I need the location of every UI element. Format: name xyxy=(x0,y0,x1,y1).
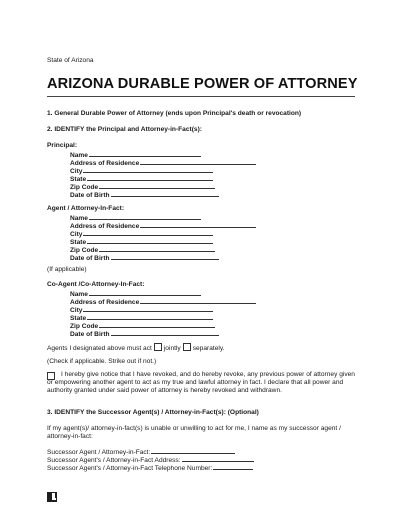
section-1-heading: 1. General Durable Power of Attorney (ends upon Principal's death or revocation) xyxy=(47,110,302,117)
blank-line xyxy=(99,245,215,252)
successor-paragraph: If my agent(s)/ attorney-in-fact(s) is unable or unwilling to act for me, I name as my successor agent / attorney-in-fact: xyxy=(47,425,341,441)
successor-phone-field[interactable]: Successor Agent's / Attorney-in-Fact Telephone Number: xyxy=(47,463,253,473)
separately-checkbox[interactable] xyxy=(183,343,191,351)
blank-line xyxy=(151,447,235,454)
blank-line xyxy=(140,221,256,228)
coagent-heading: Co-Agent /Co-Attorney-In-Fact: xyxy=(47,281,145,288)
blank-line xyxy=(87,313,213,320)
blank-line xyxy=(111,329,219,336)
revocation-text: I hereby give notice that I have revoked, and do hereby revoke, any previous power of attorney given or empowering another agent to act as my true and lawful attorney in fact. I declare that all power and authority granted under said power of attorney is hereby revoked and withdrawn. xyxy=(47,371,355,395)
blank-line xyxy=(111,190,219,197)
successor-name-field[interactable]: Successor Agent / Attorney-in-Fact: xyxy=(47,447,235,457)
agent-address-field[interactable]: Address of Residence xyxy=(70,221,256,231)
blank-line xyxy=(182,455,254,462)
blank-line xyxy=(99,321,215,328)
blank-line xyxy=(89,289,201,296)
blank-line xyxy=(213,463,253,470)
blank-line xyxy=(83,305,213,312)
principal-name-field[interactable]: Name xyxy=(70,150,201,160)
blank-line xyxy=(87,174,213,181)
blank-line xyxy=(111,253,219,260)
principal-city-field[interactable]: City xyxy=(70,166,213,176)
coagent-name-field[interactable]: Name xyxy=(70,289,201,299)
section-2-heading: 2. IDENTIFY the Principal and Attorney-in-Fact(s): xyxy=(47,126,202,133)
blank-line xyxy=(89,213,201,220)
successor-address-field[interactable]: Successor Agent's / Attorney-in-Fact Address: xyxy=(47,455,254,465)
principal-heading: Principal: xyxy=(47,142,78,149)
principal-address-field[interactable]: Address of Residence xyxy=(70,158,256,168)
principal-zip-field[interactable]: Zip Code xyxy=(70,182,215,192)
title-rule xyxy=(47,96,355,97)
blank-line xyxy=(87,237,213,244)
blank-line xyxy=(140,297,256,304)
blank-line xyxy=(89,150,201,157)
principal-state-field[interactable]: State xyxy=(70,174,213,184)
blank-line xyxy=(140,158,256,165)
agent-state-field[interactable]: State xyxy=(70,237,213,247)
blank-line xyxy=(83,229,213,236)
document-title: ARIZONA DURABLE POWER OF ATTORNEY xyxy=(47,76,358,92)
coagent-state-field[interactable]: State xyxy=(70,313,213,323)
if-applicable-note: (If applicable) xyxy=(47,266,87,273)
jointly-checkbox[interactable] xyxy=(154,343,162,351)
coagent-dob-field[interactable]: Date of Birth xyxy=(70,329,219,339)
agent-dob-field[interactable]: Date of Birth xyxy=(70,253,219,263)
agent-city-field[interactable]: City xyxy=(70,229,213,239)
document-logo-icon xyxy=(47,492,57,502)
agent-zip-field[interactable]: Zip Code xyxy=(70,245,215,255)
check-note: (Check if applicable. Strike out if not.) xyxy=(47,358,157,365)
section-3-heading: 3. IDENTIFY the Successor Agent(s) / Attorney-in-Fact(s): (Optional) xyxy=(47,409,259,416)
blank-line xyxy=(99,182,215,189)
act-choice-row: Agents I designated above must act jointly separately. xyxy=(47,345,225,352)
coagent-zip-field[interactable]: Zip Code xyxy=(70,321,215,331)
agent-name-field[interactable]: Name xyxy=(70,213,201,223)
state-label: State of Arizona xyxy=(47,57,94,64)
principal-dob-field[interactable]: Date of Birth xyxy=(70,190,219,200)
coagent-address-field[interactable]: Address of Residence xyxy=(70,297,256,307)
blank-line xyxy=(83,166,213,173)
agent-heading: Agent / Attorney-In-Fact: xyxy=(47,205,125,212)
coagent-city-field[interactable]: City xyxy=(70,305,213,315)
